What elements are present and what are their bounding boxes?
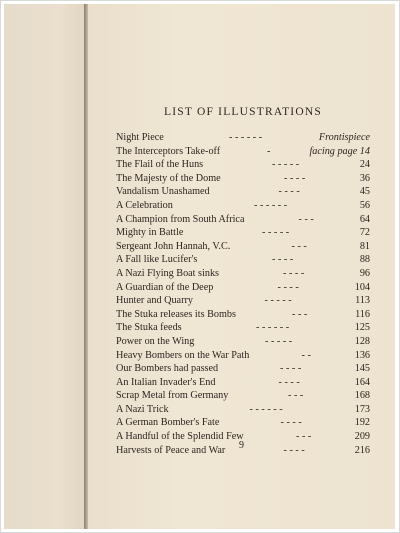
leader-dashes: - - - - xyxy=(283,444,305,456)
illustration-title: A German Bomber's Fate xyxy=(116,417,220,429)
illustration-page: 192 xyxy=(354,417,370,429)
illustration-title: A Champion from South Africa xyxy=(116,213,245,225)
illustration-title: The Stuka releases its Bombs xyxy=(116,308,236,320)
list-item xyxy=(116,253,370,267)
illustration-title: Power on the Wing xyxy=(116,335,195,347)
illustration-page: 164 xyxy=(354,376,370,388)
leader-dashes: - - - - xyxy=(280,363,302,375)
list-item xyxy=(116,199,370,213)
list-item xyxy=(116,321,370,335)
list-item xyxy=(116,185,370,199)
list-item xyxy=(116,376,370,390)
leader-dashes: - - - - xyxy=(280,417,302,429)
leader-dashes: - - - xyxy=(292,308,308,320)
illustration-page: 88 xyxy=(359,254,370,266)
illustration-title: Night Piece xyxy=(116,132,164,143)
illustration-title: Scrap Metal from Germany xyxy=(116,390,229,402)
illustration-page: 24 xyxy=(359,159,370,171)
leader-dashes: - - - - - xyxy=(272,159,300,171)
list-item xyxy=(116,416,370,430)
list-item xyxy=(116,294,370,308)
list-item xyxy=(116,389,370,403)
book-page xyxy=(88,4,395,529)
leader-dashes: - - - xyxy=(288,390,304,402)
illustration-page: 209 xyxy=(354,431,370,443)
leader-dashes: - - - - - - xyxy=(256,322,290,334)
list-item xyxy=(116,213,370,227)
illustration-title: An Italian Invader's End xyxy=(116,376,216,388)
list-item xyxy=(116,226,370,240)
illustration-title: Heavy Bombers on the War Path xyxy=(116,349,250,361)
leader-dashes: - - - xyxy=(296,431,312,443)
illustration-title: A Nazi Flying Boat sinks xyxy=(116,267,220,279)
illustration-title: The Majesty of the Dome xyxy=(116,172,221,184)
leader-dashes: - - - - xyxy=(272,254,294,266)
illustration-page: 128 xyxy=(354,335,370,347)
page-heading: LIST OF ILLUSTRATIONS xyxy=(164,106,322,118)
facing-left-page xyxy=(4,4,84,529)
leader-dashes: - - - xyxy=(298,213,314,225)
illustration-title: Mighty in Battle xyxy=(116,227,184,239)
list-item xyxy=(116,158,370,172)
illustration-page: 113 xyxy=(355,295,370,307)
illustration-title: A Celebration xyxy=(116,199,173,211)
leader-dashes: - - - - - - xyxy=(229,132,263,143)
list-item xyxy=(116,308,370,322)
list-item xyxy=(116,362,370,376)
illustration-page: 56 xyxy=(359,199,370,211)
illustration-title: Vandalism Unashamed xyxy=(116,186,210,198)
illustration-page: 216 xyxy=(354,444,370,456)
illustration-title: Hunter and Quarry xyxy=(116,295,193,307)
illustration-page: 45 xyxy=(359,186,370,198)
leader-dashes: - - - - xyxy=(284,172,306,184)
list-item xyxy=(116,145,370,159)
leader-dashes: - xyxy=(267,145,271,157)
list-item xyxy=(116,267,370,281)
illustration-title: Harvests of Peace and War xyxy=(116,444,226,456)
illustration-page: 104 xyxy=(354,281,370,293)
leader-dashes: - - - - - xyxy=(265,335,293,347)
illustration-page: 96 xyxy=(359,267,370,279)
illustration-page: 173 xyxy=(354,403,370,415)
leader-dashes: - - - - xyxy=(278,376,300,388)
illustrations-list-section xyxy=(116,106,370,457)
leader-dashes: - - - - xyxy=(283,267,305,279)
illustration-title: The Interceptors Take-off xyxy=(116,145,221,157)
list-item xyxy=(116,131,370,145)
illustration-page: 116 xyxy=(355,308,370,320)
page-number: 9 xyxy=(239,440,244,451)
illustration-page: 136 xyxy=(354,349,370,361)
illustration-page: Frontispiece xyxy=(318,132,370,143)
illustration-title: A Fall like Lucifer's xyxy=(116,254,198,266)
leader-dashes: - - - - xyxy=(278,186,300,198)
leader-dashes: - - - xyxy=(291,240,307,252)
list-item xyxy=(116,172,370,186)
illustration-page: facing page 14 xyxy=(309,145,370,157)
leader-dashes: - - - - - - xyxy=(249,403,283,415)
list-item xyxy=(116,281,370,295)
illustration-page: 145 xyxy=(354,363,370,375)
illustration-title: Our Bombers had passed xyxy=(116,363,219,375)
illustration-page: 125 xyxy=(354,322,370,334)
illustration-title: A Nazi Trick xyxy=(116,403,169,415)
illustration-title: A Guardian of the Deep xyxy=(116,281,214,293)
leader-dashes: - - - - - xyxy=(264,295,292,307)
leader-dashes: - - - - - xyxy=(262,227,290,239)
illustration-page: 64 xyxy=(359,213,370,225)
illustration-page: 36 xyxy=(359,172,370,184)
illustration-title: Sergeant John Hannah, V.C. xyxy=(116,240,231,252)
leader-dashes: - - - - - - xyxy=(254,199,288,211)
leader-dashes: - - - - xyxy=(277,281,299,293)
list-item xyxy=(116,335,370,349)
illustration-title: The Stuka feeds xyxy=(116,322,182,334)
illustration-page: 168 xyxy=(354,390,370,402)
illustration-title: The Flail of the Huns xyxy=(116,159,204,171)
illustration-title: A Handful of the Splendid Few xyxy=(116,431,244,443)
leader-dashes: - - xyxy=(301,349,311,361)
list-item xyxy=(116,240,370,254)
list-item xyxy=(116,403,370,417)
illustrations-list xyxy=(116,131,370,457)
illustration-page: 72 xyxy=(359,227,370,239)
illustration-page: 81 xyxy=(359,240,370,252)
list-item xyxy=(116,349,370,363)
